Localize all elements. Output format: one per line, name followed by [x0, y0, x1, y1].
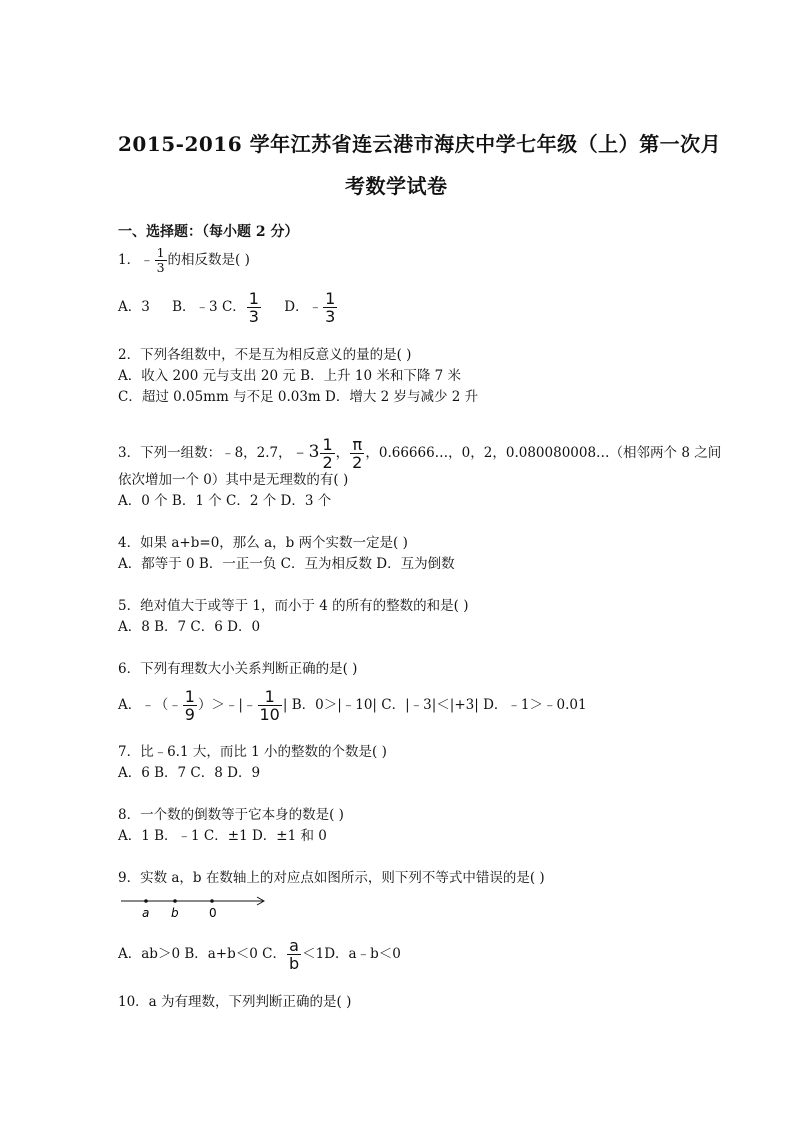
label-a: a [142, 906, 150, 920]
q4-options: A．都等于 0 B．一正一负 C．互为相反数 D．互为倒数 [118, 556, 455, 572]
label-b: b [171, 906, 179, 920]
question-10: 10．a 为有理数，下列判断正确的是( ) [118, 994, 352, 1010]
label-zero: 0 [209, 906, 217, 920]
q1-option-b: B．﹣3 [172, 299, 218, 315]
section-heading-choice: 一、选择题：（每小题 2 分） [118, 224, 299, 240]
q1-number: 1． [118, 252, 141, 268]
q3-continuation: 依次增加一个 0）其中是无理数的有( ) [118, 472, 349, 488]
q2-options-line-2: C．超过 0.05mm 与不足 0.03m D．增大 2 岁与减少 2 升 [118, 389, 479, 405]
q6-fraction-1-10: $\frac{1}{10}$ [259, 687, 280, 724]
point-a [144, 899, 148, 903]
q1-options [118, 290, 338, 325]
question-9: 9．实数 a，b 在数轴上的对应点如图所示，则下列不等式中错误的是( ) [118, 870, 545, 886]
q9-fraction-a-b: $\frac{a}{b}$ [288, 936, 300, 973]
number-line-figure [118, 892, 268, 922]
q7-options: A．6 B．7 C．8 D．9 [118, 765, 261, 781]
q9-options: A．ab＞0 B．a+b＜0 C． $\frac{a}{b}$ ＜1D．a﹣b＜0 [118, 936, 401, 973]
page-title-line-1: 2015-2016 学年江苏省连云港市海庆中学七年级（上）第一次月 [118, 132, 722, 156]
q3-options: A．0 个 B．1 个 C．2 个 D．3 个 [118, 493, 332, 509]
q3-rest: ，0.66666…，0，2，0.080080008…（相邻两个 8 之间 [365, 445, 722, 461]
point-b [173, 899, 177, 903]
q3-mixed-number: ﹣3 $\frac{1}{2}$ [291, 435, 333, 472]
q3-prefix: 3．下列一组数：﹣8，2.7， [118, 445, 292, 461]
q8-options: A．1 B．﹣1 C．±1 D．±1 和 0 [118, 828, 327, 844]
question-7: 7．比﹣6.1 大，而比 1 小的整数的个数是( ) [118, 744, 387, 760]
q1-fraction: $\frac{1}{3}$ [156, 245, 165, 275]
q1-option-c: C． $\frac{1}{3}$ [221, 289, 259, 326]
q5-options: A．8 B．7 C．6 D．0 [118, 619, 261, 635]
point-zero [210, 899, 214, 903]
q6-options: A．﹣（﹣ $\frac{1}{9}$ ）＞﹣|﹣ $\frac{1}{10}$ | B．0＞|﹣10| C．|﹣3|＜|+3| D．﹣1＞﹣0.01 [118, 687, 587, 724]
question-8: 8．一个数的倒数等于它本身的数是( ) [118, 807, 344, 823]
q1-prefix: ﹣ [140, 252, 154, 268]
q6-fraction-1-9: $\frac{1}{9}$ [184, 687, 195, 724]
q1-stem: 的相反数是( ) [167, 252, 250, 268]
q2-options-line-1: A．收入 200 元与支出 20 元 B．上升 10 米和下降 7 米 [118, 368, 462, 384]
q3-pi-fraction: $\frac{\pi}{2}$ [352, 435, 363, 472]
question-3: 3．下列一组数：﹣8，2.7，﹣3 $\frac{1}{2}$ ， $\frac{\pi}{2}$ ，0.66666…，0，2，0.080080008…（相邻两个 8 之间 [118, 435, 722, 472]
question-4: 4．如果 a+b=0，那么 a，b 两个实数一定是( ) [118, 535, 408, 551]
q1-option-a: A．3 [118, 299, 150, 315]
q1-option-d: D．﹣ $\frac{1}{3}$ [284, 289, 336, 326]
question-2: 2．下列各组数中，不是互为相反意义的量的是( ) [118, 347, 412, 363]
question-1 [118, 246, 250, 275]
page-title-line-2: 考数学试卷 [345, 174, 448, 198]
question-6: 6．下列有理数大小关系判断正确的是( ) [118, 661, 358, 677]
question-5: 5．绝对值大于或等于 1，而小于 4 的所有的整数的和是( ) [118, 598, 469, 614]
